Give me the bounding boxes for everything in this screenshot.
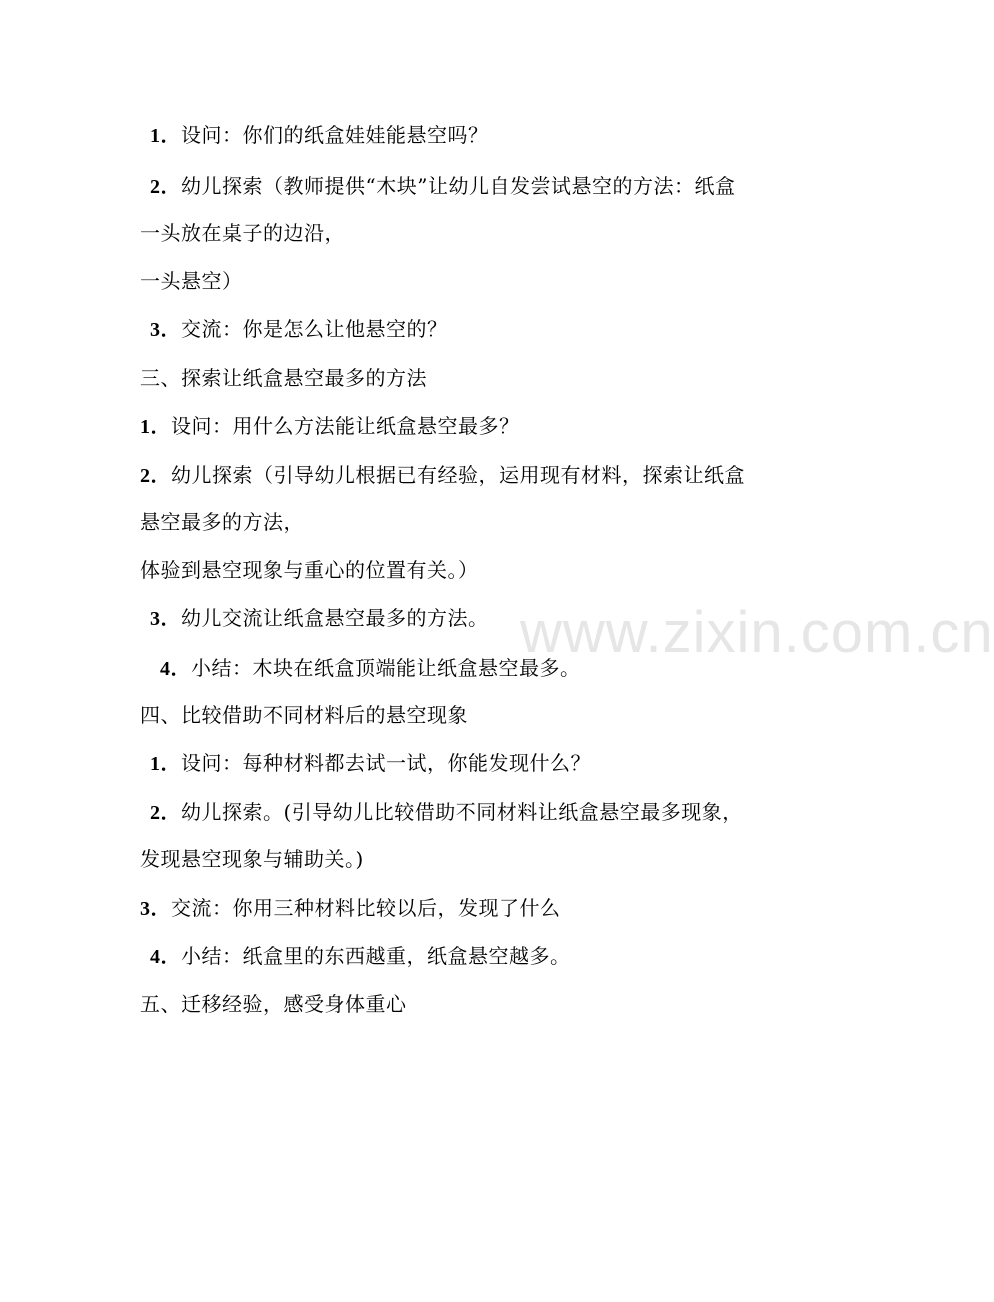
text-line	[140, 461, 745, 489]
text-line	[150, 798, 743, 826]
item-number: 2．	[140, 465, 171, 487]
item-number: 4．	[160, 658, 191, 680]
item-number: 4．	[150, 946, 181, 968]
item-number: 1．	[150, 125, 181, 147]
item-text: 设问：用什么方法能让纸盒悬空最多？	[171, 414, 520, 438]
watermark: www.zixin.com.cn	[520, 600, 994, 665]
text-line	[140, 556, 479, 584]
item-text: 小结：木块在纸盒顶端能让纸盒悬空最多。	[191, 656, 581, 680]
section-heading	[140, 364, 427, 392]
section-heading	[140, 701, 468, 729]
text-line	[150, 172, 735, 200]
item-number: 3．	[150, 319, 181, 341]
text-line	[140, 412, 520, 440]
item-number: 2．	[150, 176, 181, 198]
item-number: 1．	[140, 416, 171, 438]
item-number: 3．	[150, 608, 181, 630]
item-text: 幼儿探索。(引导幼儿比较借助不同材料让纸盒悬空最多现象，	[181, 800, 743, 824]
item-text: 悬空最多的方法，	[140, 510, 304, 534]
section-heading	[140, 990, 407, 1018]
text-line	[140, 894, 561, 922]
item-text: 一头悬空）	[140, 269, 243, 293]
text-line	[160, 654, 581, 682]
text-line	[150, 749, 591, 777]
text-line	[150, 121, 489, 149]
text-line	[150, 315, 448, 343]
item-text: 发现悬空现象与辅助关。)	[140, 847, 364, 871]
text-line	[150, 942, 571, 970]
item-text: 交流：你是怎么让他悬空的？	[181, 317, 448, 341]
section-heading-text: 五、迁移经验，感受身体重心	[140, 992, 407, 1016]
section-heading-text: 三、探索让纸盒悬空最多的方法	[140, 366, 427, 390]
item-number: 2．	[150, 802, 181, 824]
item-text: 体验到悬空现象与重心的位置有关。）	[140, 558, 479, 582]
text-line	[140, 267, 243, 295]
text-line	[150, 604, 489, 632]
item-text: 小结：纸盒里的东西越重，纸盒悬空越多。	[181, 944, 571, 968]
item-text: 幼儿探索（引导幼儿根据已有经验，运用现有材料，探索让纸盒	[171, 463, 745, 487]
item-text: 设问：每种材料都去试一试，你能发现什么？	[181, 751, 591, 775]
item-text: 设问：你们的纸盒娃娃能悬空吗？	[181, 123, 489, 147]
item-number: 1．	[150, 753, 181, 775]
text-line	[140, 508, 304, 536]
item-text: 幼儿探索（教师提供“木块”让幼儿自发尝试悬空的方法：纸盒	[181, 174, 736, 198]
item-text: 交流：你用三种材料比较以后，发现了什么	[171, 896, 561, 920]
section-heading-text: 四、比较借助不同材料后的悬空现象	[140, 703, 468, 727]
text-line	[140, 219, 345, 247]
item-text: 一头放在桌子的边沿，	[140, 221, 345, 245]
item-text: 幼儿交流让纸盒悬空最多的方法。	[181, 606, 489, 630]
text-line	[140, 845, 364, 873]
item-number: 3．	[140, 898, 171, 920]
